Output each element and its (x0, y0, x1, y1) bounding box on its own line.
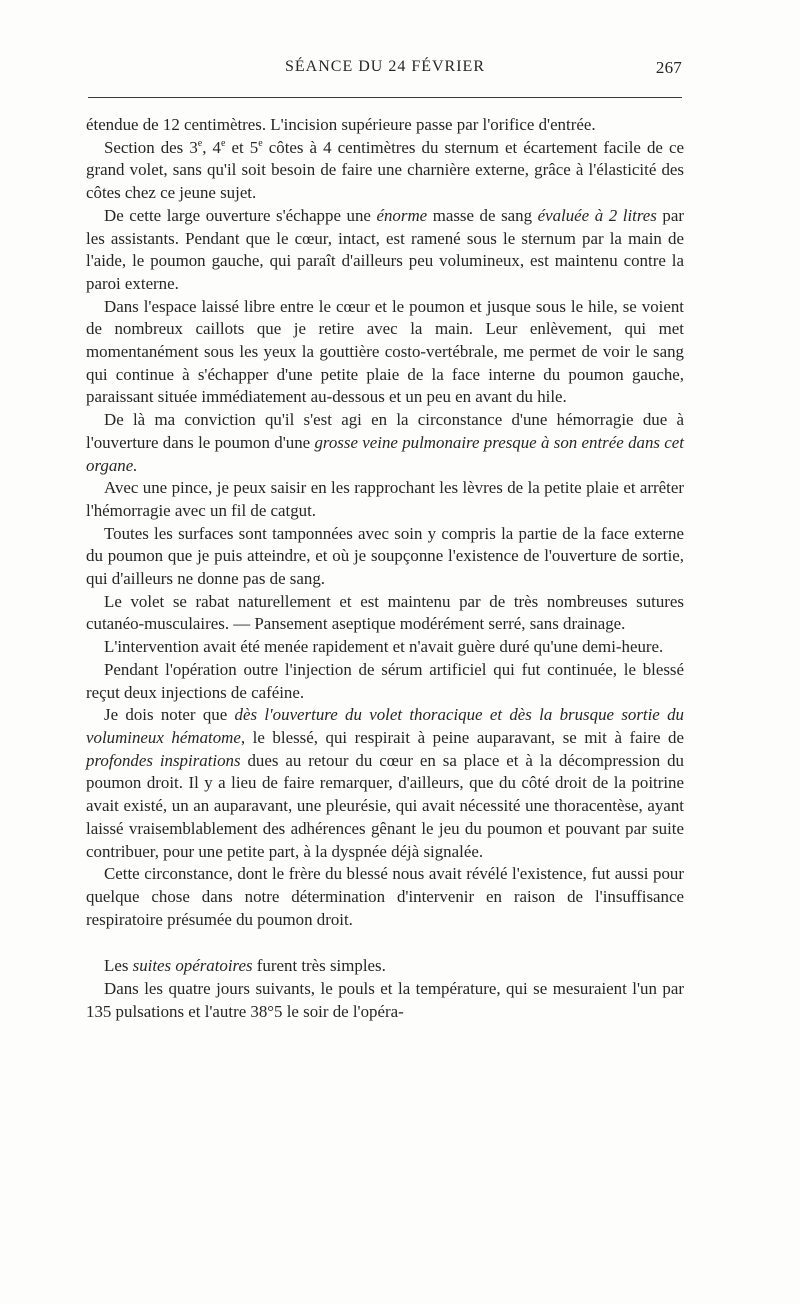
text-run: étendue de 12 centimètres. L'incision supérieure passe par l'orifice d'entrée. (86, 115, 596, 134)
text-run: Dans l'espace laissé libre entre le cœur et le poumon et jusque sous le hile, se voient de nombreux caillots que je retire avec la main. Leur enlèvement, qui met momentanément sous les yeux la gouttière costo-vertébrale, me permet de voir le sang qui continue à s'échapper d'une petite plaie de la face interne du poumon gauche, paraissant située immédiatement au-dessous et un peu en avant du hile. (86, 296, 684, 407)
text-run: , 4 (202, 137, 221, 157)
italic-text: suites opératoires (132, 956, 253, 976)
paragraph (86, 704, 684, 863)
paragraph (86, 205, 684, 296)
text-run: dues au retour du cœur en sa place et à la décompression du poumon droit. Il y a lieu de faire remarquer, d'ailleurs, que du côté droit de la poitrine avait existé, un an auparavant, une pleurésie, qui avait nécessité une thoracentèse, ayant laissé vraisemblablement des adhérences gênant le jeu du poumon et pouvant par suite contribuer, pour une petite part, à la dyspnée déjà signalée. (86, 750, 684, 861)
paragraph (86, 591, 684, 636)
text-run: furent très simples. (252, 956, 386, 976)
superscript: e (197, 137, 203, 149)
paragraph (86, 636, 684, 659)
running-header (88, 58, 682, 84)
text-run: masse de sang (427, 205, 538, 225)
superscript: e (258, 137, 263, 149)
paragraph (86, 409, 684, 477)
paragraph (86, 296, 684, 410)
text-run: côtes à 4 centimètres du sternum et écartement facile de ce grand volet, sans qu'il soit besoin de faire une charnière externe, grâce à l'élasticité des côtes chez ce jeune sujet. (86, 137, 684, 203)
body-text (86, 114, 684, 1023)
italic-text: dès l'ouverture du volet thoracique et dès la brusque sortie du volumineux hématome (86, 705, 684, 747)
text-run: Pendant l'opération outre l'injection de sérum artificiel qui fut continuée, le blessé reçut deux injections de caféine. (86, 659, 684, 702)
page-number: 267 (655, 58, 682, 77)
italic-text: énorme (376, 205, 428, 225)
paragraph (86, 137, 684, 205)
text-run: Toutes les surfaces sont tamponnées avec soin y compris la partie de la face externe du poumon que je puis atteindre, et où je soupçonne l'existence de l'ouverture de sortie, qui d'ailleurs ne donne pas de sang. (86, 523, 684, 589)
text-run: Les (104, 956, 133, 976)
superscript: e (220, 137, 226, 149)
text-run: De là ma conviction qu'il s'est agi en la circonstance d'une hémorragie due à l'ouverture dans le poumon d'une (86, 410, 684, 452)
paragraph (86, 114, 684, 137)
paragraph (86, 978, 684, 1023)
running-title: SÉANCE DU 24 FÉVRIER (284, 58, 485, 75)
header-rule (88, 97, 682, 98)
paragraph (86, 477, 684, 522)
text-run: Dans les quatre jours suivants, le pouls et la température, qui se mesuraient l'un par 135 pulsations et l'autre 38°5 le soir de l'opéra- (86, 979, 684, 1021)
text-run: par les assistants. Pendant que le cœur, intact, est ramené sous le sternum par la main de l'aide, le poumon gauche, qui paraît d'ailleurs peu volumineux, est maintenu contre la paroi externe. (86, 205, 684, 293)
text-run: Je dois noter que (104, 705, 235, 725)
text-run: , le blessé, qui respirait à peine auparavant, se mit à faire de (240, 727, 684, 747)
italic-text: évaluée à 2 litres (537, 205, 657, 225)
text-run: et 5 (225, 137, 259, 157)
paragraph (86, 863, 684, 931)
paragraph (86, 523, 684, 591)
paragraph (86, 659, 684, 704)
text-run: L'intervention avait été menée rapidement et n'avait guère duré qu'une demi-heure. (104, 637, 664, 657)
text-run: Cette circonstance, dont le frère du blessé nous avait révélé l'existence, fut aussi pour quelque chose dans notre détermination d'intervenir en raison de l'insuffisance respiratoire présumée du poumon droit. (86, 864, 684, 929)
italic-text: profondes inspirations (86, 750, 241, 770)
italic-text: grosse veine pulmonaire presque à son entrée dans cet organe. (86, 432, 684, 475)
text-run: Section des 3 (104, 137, 198, 157)
text-run: De cette large ouverture s'échappe une (104, 205, 377, 225)
text-run: Avec une pince, je peux saisir en les rapprochant les lèvres de la petite plaie et arrêter l'hémorragie avec un fil de catgut. (86, 478, 684, 520)
text-run: Le volet se rabat naturellement et est maintenu par de très nombreuses sutures cutanéo-musculaires. — Pansement aseptique modérément serré, sans drainage. (86, 591, 684, 634)
paragraph (86, 955, 684, 978)
